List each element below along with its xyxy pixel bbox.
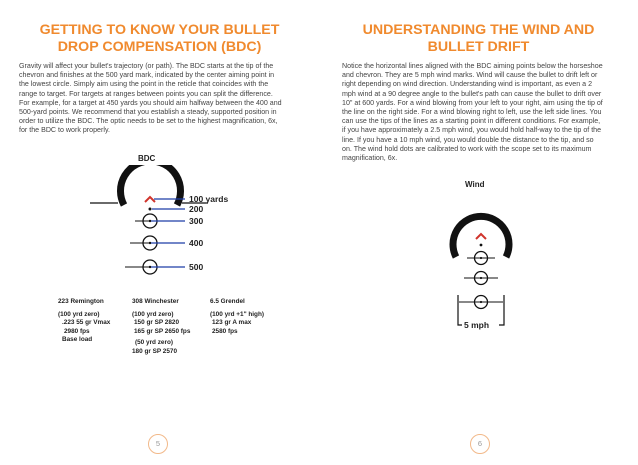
cartridge-308: 308 Winchester (100 yrd zero) 150 gr SP 2820 165 gr SP 2650 fps (50 yrd zero) 180 gr SP 2570 <box>132 298 191 355</box>
right-page-body: Notice the horizontal lines aligned with the BDC aiming points below the horseshoe and chevron. They are 5 mph wind marks. Wind will cause the bullet to drift left or right depending on wind direction. Understanding wind is important, as even a 2 mph wind at a 90 degree angle to the bullet's path can cause the bullet to drift over 10" at 600 yards. For a wind blowing from your left to your right, aim using the tip of the line on the right side. For a wind blowing right to left, use the left side lines. You can use the tips of the lines as a starting point in different conditions. For example, if you have approximately a 2.5 mph wind, you would hold half-way to the tip of the line. If you have a 10 mph wind, you would double the distance to the tip, and so on. The wind hold dots are calibrated to work with the scope set to its maximum magnification, 6x. <box>342 62 603 163</box>
bdc-200-dot <box>149 208 152 211</box>
cartridge-65: 6.5 Grendel (100 yrd +1" high) 123 gr A max 2580 fps <box>210 298 264 335</box>
wind-chevron <box>476 234 486 239</box>
page-number-left: 5 <box>148 434 168 454</box>
bdc-figure-label: BDC <box>138 154 156 163</box>
left-page-body: Gravity will affect your bullet's trajectory (or path). The BDC starts at the tip of the chevron and finishes at the 500 yard mark, indicated by the center aiming point in the lowest circle. Simply aim using the point in the reticle that coincides with the range to target. For targets at ranges between points you can split the difference. For example, for a target at 450 yards you should aim halfway between the 400 and 500-yard points. We recommend that you establish a steady, supported position in order to utilize the BDC. The optic needs to be set to the highest magnification, 6x, for the BDC to work properly. <box>19 62 282 135</box>
label-100-yards: 100 yards <box>189 194 229 204</box>
wind-bracket <box>458 295 462 325</box>
label-400: 400 <box>189 238 204 248</box>
label-500: 500 <box>189 262 204 272</box>
cartridge-223: 223 Remington (100 yrd zero) .223 55 gr Vmax 2980 fps Base load <box>58 298 111 343</box>
wind-figure-label: Wind <box>465 180 485 189</box>
bdc-reticle-diagram <box>80 165 260 280</box>
right-page <box>319 0 638 465</box>
right-page-title: UNDERSTANDING THE WIND AND BULLET DRIFT <box>362 22 595 55</box>
page-number-right: 6 <box>470 434 490 454</box>
label-300: 300 <box>189 216 204 226</box>
left-page-title: GETTING TO KNOW YOUR BULLET DROP COMPENSATION (BDC) <box>39 22 280 55</box>
bdc-chevron <box>145 197 155 202</box>
wind-5mph-label: 5 mph <box>464 320 490 330</box>
wind-reticle-diagram <box>419 195 549 335</box>
label-200: 200 <box>189 204 204 214</box>
